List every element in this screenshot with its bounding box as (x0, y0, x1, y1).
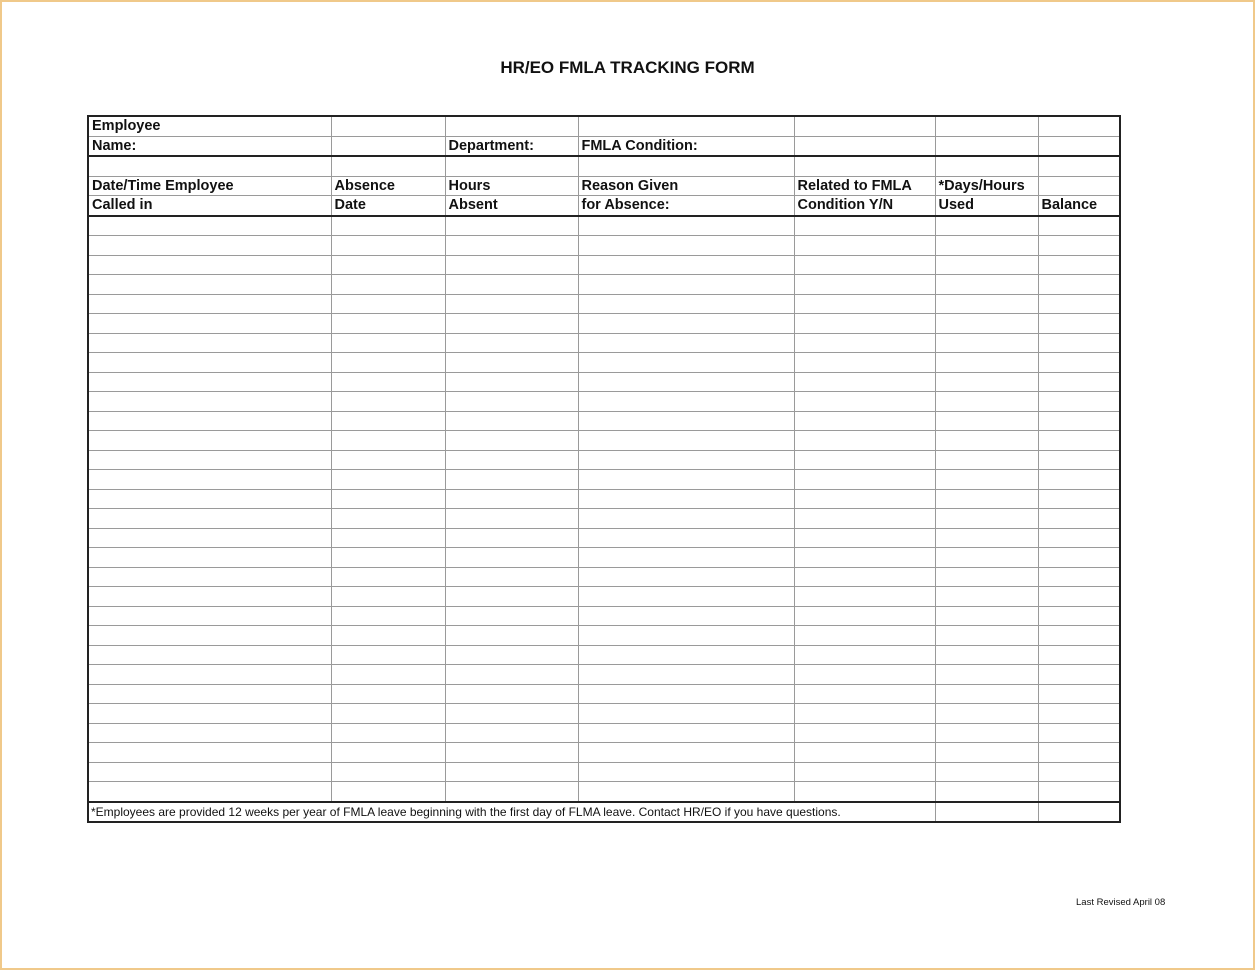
entry-cell[interactable] (1038, 626, 1120, 646)
entry-cell[interactable] (794, 450, 935, 470)
entry-cell[interactable] (331, 411, 445, 431)
blank-cell[interactable] (578, 116, 794, 136)
entry-cell[interactable] (578, 509, 794, 529)
entry-cell[interactable] (578, 450, 794, 470)
entry-cell[interactable] (1038, 489, 1120, 509)
entry-cell[interactable] (794, 294, 935, 314)
entry-cell[interactable] (935, 684, 1038, 704)
entry-cell[interactable] (935, 723, 1038, 743)
entry-cell[interactable] (445, 275, 578, 295)
entry-cell[interactable] (331, 392, 445, 412)
entry-cell[interactable] (331, 548, 445, 568)
entry-cell[interactable] (794, 684, 935, 704)
entry-cell[interactable] (88, 470, 331, 490)
table-row (88, 489, 1120, 509)
entry-cell[interactable] (935, 587, 1038, 607)
entry-cell[interactable] (331, 587, 445, 607)
entry-cell[interactable] (935, 567, 1038, 587)
entry-cell[interactable] (1038, 431, 1120, 451)
entry-cell[interactable] (1038, 743, 1120, 763)
entry-cell[interactable] (331, 782, 445, 802)
entry-cell[interactable] (88, 567, 331, 587)
last-revised-note: Last Revised April 08 (1076, 897, 1166, 908)
entry-cell[interactable] (935, 314, 1038, 334)
blank-cell[interactable] (794, 116, 935, 136)
table-row (88, 294, 1120, 314)
entry-cell[interactable] (794, 255, 935, 275)
entry-cell[interactable] (578, 723, 794, 743)
entry-cell[interactable] (445, 489, 578, 509)
col-header-days-hours-line2: Used (935, 196, 1038, 216)
blank-cell[interactable] (935, 116, 1038, 136)
entry-cell[interactable] (88, 372, 331, 392)
entry-cell[interactable] (445, 528, 578, 548)
entry-cell[interactable] (445, 353, 578, 373)
entry-cell[interactable] (935, 411, 1038, 431)
blank-cell (578, 156, 794, 176)
table-row (88, 509, 1120, 529)
entry-cell[interactable] (794, 392, 935, 412)
col-header-called-in-line1: Date/Time Employee (88, 176, 331, 196)
entry-cell[interactable] (578, 782, 794, 802)
blank-cell (445, 156, 578, 176)
entry-cell[interactable] (935, 431, 1038, 451)
entry-cell[interactable] (935, 782, 1038, 802)
table-row (88, 392, 1120, 412)
entry-cell[interactable] (331, 314, 445, 334)
entry-cell[interactable] (935, 392, 1038, 412)
entry-cell[interactable] (794, 470, 935, 490)
entry-cell[interactable] (935, 333, 1038, 353)
entry-cell[interactable] (445, 723, 578, 743)
entry-cell[interactable] (794, 275, 935, 295)
entry-cell[interactable] (331, 704, 445, 724)
entry-cell[interactable] (88, 762, 331, 782)
entry-cell[interactable] (88, 782, 331, 802)
entry-cell[interactable] (1038, 470, 1120, 490)
entry-cell[interactable] (794, 782, 935, 802)
entry-cell[interactable] (445, 411, 578, 431)
entry-cell[interactable] (794, 509, 935, 529)
entry-cell[interactable] (935, 353, 1038, 373)
entry-cell[interactable] (445, 470, 578, 490)
entry-cell[interactable] (578, 372, 794, 392)
entry-cell[interactable] (935, 509, 1038, 529)
entry-cell[interactable] (331, 645, 445, 665)
entry-cell[interactable] (88, 587, 331, 607)
entry-cell[interactable] (1038, 236, 1120, 256)
entry-cell[interactable] (935, 548, 1038, 568)
entry-cell[interactable] (445, 431, 578, 451)
entry-cell[interactable] (331, 723, 445, 743)
entry-cell[interactable] (88, 411, 331, 431)
table-row (88, 723, 1120, 743)
entry-cell[interactable] (794, 314, 935, 334)
fmla-condition-field[interactable] (794, 136, 935, 156)
entry-cell[interactable] (578, 314, 794, 334)
table-row (88, 333, 1120, 353)
entry-cell[interactable] (794, 216, 935, 236)
table-row (88, 645, 1120, 665)
entry-cell[interactable] (794, 353, 935, 373)
table-row (88, 470, 1120, 490)
blank-cell (1038, 156, 1120, 176)
col-header-related-fmla-line2: Condition Y/N (794, 196, 935, 216)
entry-cell[interactable] (794, 587, 935, 607)
fmla-condition-label: FMLA Condition: (578, 136, 794, 156)
entry-cell[interactable] (794, 528, 935, 548)
page-title: HR/EO FMLA TRACKING FORM (500, 58, 755, 77)
entry-cell[interactable] (578, 255, 794, 275)
entry-cell[interactable] (88, 392, 331, 412)
entry-cell[interactable] (88, 333, 331, 353)
entry-cell[interactable] (578, 548, 794, 568)
employee-name-label: Name: (88, 136, 331, 156)
entry-cell[interactable] (578, 411, 794, 431)
entry-cell[interactable] (445, 392, 578, 412)
col-header-reason-line2: for Absence: (578, 196, 794, 216)
entry-cell[interactable] (578, 704, 794, 724)
employee-name-field[interactable] (331, 136, 445, 156)
entry-cell[interactable] (578, 626, 794, 646)
entry-cell[interactable] (1038, 606, 1120, 626)
entry-cell[interactable] (578, 684, 794, 704)
table-row (88, 548, 1120, 568)
entry-cell[interactable] (445, 704, 578, 724)
entry-cell[interactable] (1038, 372, 1120, 392)
entry-cell[interactable] (935, 450, 1038, 470)
table-row (88, 567, 1120, 587)
entry-cell[interactable] (794, 372, 935, 392)
entry-cell[interactable] (794, 567, 935, 587)
blank-cell[interactable] (1038, 802, 1120, 823)
entry-cell[interactable] (1038, 645, 1120, 665)
entry-cell[interactable] (935, 372, 1038, 392)
entry-cell[interactable] (578, 392, 794, 412)
entry-cell[interactable] (1038, 528, 1120, 548)
entry-cell[interactable] (1038, 587, 1120, 607)
entry-cell[interactable] (88, 528, 331, 548)
table-row (88, 587, 1120, 607)
entry-cell[interactable] (1038, 567, 1120, 587)
col-header-days-hours-line1: *Days/Hours (935, 176, 1038, 196)
entry-cell[interactable] (88, 314, 331, 334)
entry-cell[interactable] (445, 314, 578, 334)
entry-cell[interactable] (794, 626, 935, 646)
entry-cell[interactable] (1038, 450, 1120, 470)
entry-cell[interactable] (88, 450, 331, 470)
table-row (88, 762, 1120, 782)
entry-cell[interactable] (88, 723, 331, 743)
entry-cell[interactable] (445, 216, 578, 236)
blank-cell[interactable] (331, 116, 445, 136)
entry-cell[interactable] (88, 509, 331, 529)
entry-cell[interactable] (794, 704, 935, 724)
table-row (88, 411, 1120, 431)
entry-cell[interactable] (794, 723, 935, 743)
table-row (88, 275, 1120, 295)
entry-cell[interactable] (445, 255, 578, 275)
entry-cell[interactable] (1038, 392, 1120, 412)
entry-cell[interactable] (445, 567, 578, 587)
entry-cell[interactable] (331, 684, 445, 704)
entry-cell[interactable] (445, 606, 578, 626)
entry-cell[interactable] (88, 431, 331, 451)
table-row (88, 236, 1120, 256)
blank-cell[interactable] (935, 802, 1038, 823)
entry-cell[interactable] (88, 665, 331, 685)
col-header-hours-absent-line2: Absent (445, 196, 578, 216)
entry-cell[interactable] (445, 743, 578, 763)
table-row (88, 353, 1120, 373)
entry-cell[interactable] (578, 236, 794, 256)
entry-cell[interactable] (445, 450, 578, 470)
entry-cell[interactable] (331, 489, 445, 509)
col-header-related-fmla-line1: Related to FMLA (794, 176, 935, 196)
entry-cell[interactable] (1038, 275, 1120, 295)
entry-cell[interactable] (331, 606, 445, 626)
entry-cell[interactable] (331, 665, 445, 685)
col-header-balance-line2: Balance (1038, 196, 1120, 216)
entry-cell[interactable] (794, 762, 935, 782)
entry-cell[interactable] (578, 470, 794, 490)
entry-cell[interactable] (331, 275, 445, 295)
entry-cell[interactable] (578, 743, 794, 763)
entry-cell[interactable] (794, 333, 935, 353)
entry-cell[interactable] (88, 236, 331, 256)
entry-cell[interactable] (578, 294, 794, 314)
col-header-hours-absent-line1: Hours (445, 176, 578, 196)
entry-cell[interactable] (935, 236, 1038, 256)
entry-cell[interactable] (88, 255, 331, 275)
entry-cell[interactable] (88, 489, 331, 509)
entry-cell[interactable] (935, 294, 1038, 314)
table-row (88, 606, 1120, 626)
entry-cell[interactable] (578, 528, 794, 548)
entry-cell[interactable] (1038, 665, 1120, 685)
entry-cell[interactable] (935, 216, 1038, 236)
entry-cell[interactable] (331, 216, 445, 236)
entry-cell[interactable] (794, 606, 935, 626)
table-row (88, 314, 1120, 334)
entry-cell[interactable] (331, 372, 445, 392)
entry-cell[interactable] (1038, 548, 1120, 568)
col-header-absence-date-line2: Date (331, 196, 445, 216)
entry-cell[interactable] (331, 255, 445, 275)
entry-cell[interactable] (1038, 411, 1120, 431)
entry-cell[interactable] (794, 743, 935, 763)
entry-cell[interactable] (445, 294, 578, 314)
table-row (88, 704, 1120, 724)
entry-cell[interactable] (1038, 314, 1120, 334)
entry-cell[interactable] (578, 665, 794, 685)
entry-cell[interactable] (445, 684, 578, 704)
blank-cell[interactable] (1038, 116, 1120, 136)
entry-cell[interactable] (445, 665, 578, 685)
table-row (88, 665, 1120, 685)
footnote: *Employees are provided 12 weeks per year of FMLA leave beginning with the first day of FLMA leave. Contact HR/EO if you have questions. (88, 802, 935, 823)
entry-cell[interactable] (88, 606, 331, 626)
entry-cell[interactable] (88, 626, 331, 646)
entry-cell[interactable] (88, 294, 331, 314)
entry-cell[interactable] (794, 411, 935, 431)
entry-cell[interactable] (331, 236, 445, 256)
entry-cell[interactable] (794, 236, 935, 256)
entry-cell[interactable] (578, 645, 794, 665)
entry-cell[interactable] (331, 450, 445, 470)
entry-cell[interactable] (578, 606, 794, 626)
entry-cell[interactable] (331, 333, 445, 353)
table-row (88, 431, 1120, 451)
entry-cell[interactable] (935, 489, 1038, 509)
blank-cell (935, 156, 1038, 176)
entry-cell[interactable] (935, 645, 1038, 665)
blank-cell (794, 156, 935, 176)
entry-cell[interactable] (331, 743, 445, 763)
col-header-reason-line1: Reason Given (578, 176, 794, 196)
blank-cell[interactable] (935, 136, 1038, 156)
entry-cell[interactable] (935, 606, 1038, 626)
entry-cell[interactable] (935, 762, 1038, 782)
entry-cell[interactable] (331, 431, 445, 451)
col-header-called-in-line2: Called in (88, 196, 331, 216)
table-row (88, 528, 1120, 548)
col-header-absence-date-line1: Absence (331, 176, 445, 196)
entry-cell[interactable] (1038, 704, 1120, 724)
entry-cell[interactable] (331, 509, 445, 529)
entry-cell[interactable] (88, 275, 331, 295)
entry-cell[interactable] (935, 665, 1038, 685)
employee-label: Employee (88, 116, 331, 136)
entry-cell[interactable] (445, 762, 578, 782)
entry-cell[interactable] (1038, 509, 1120, 529)
entry-cell[interactable] (578, 216, 794, 236)
entry-cell[interactable] (1038, 333, 1120, 353)
entry-cell[interactable] (1038, 762, 1120, 782)
entry-cell[interactable] (88, 743, 331, 763)
entry-cell[interactable] (445, 333, 578, 353)
col-header-balance-line1 (1038, 176, 1120, 196)
entry-cell[interactable] (331, 353, 445, 373)
entry-cell[interactable] (88, 704, 331, 724)
entry-cell[interactable] (331, 528, 445, 548)
entry-cell[interactable] (935, 743, 1038, 763)
entry-cell[interactable] (331, 626, 445, 646)
entry-cell[interactable] (1038, 255, 1120, 275)
entry-cell[interactable] (445, 372, 578, 392)
entry-cell[interactable] (1038, 684, 1120, 704)
blank-cell[interactable] (1038, 136, 1120, 156)
entry-cell[interactable] (578, 489, 794, 509)
entry-cell[interactable] (331, 762, 445, 782)
entry-cell[interactable] (445, 645, 578, 665)
blank-cell[interactable] (445, 116, 578, 136)
entry-cell[interactable] (578, 567, 794, 587)
fmla-tracking-table (87, 115, 1121, 823)
department-label: Department: (445, 136, 578, 156)
entry-cell[interactable] (935, 704, 1038, 724)
table-row (88, 626, 1120, 646)
table-row (88, 255, 1120, 275)
entry-cell[interactable] (445, 782, 578, 802)
entry-cell[interactable] (578, 353, 794, 373)
entry-cell[interactable] (445, 587, 578, 607)
entry-cell[interactable] (88, 353, 331, 373)
table-row (88, 684, 1120, 704)
entry-cell[interactable] (935, 528, 1038, 548)
entry-cell[interactable] (331, 294, 445, 314)
entry-cell[interactable] (88, 548, 331, 568)
entry-cell[interactable] (445, 236, 578, 256)
table-row (88, 743, 1120, 763)
table-row (88, 450, 1120, 470)
entry-cell[interactable] (578, 762, 794, 782)
entry-cell[interactable] (794, 548, 935, 568)
entry-cell[interactable] (88, 216, 331, 236)
entry-cell[interactable] (578, 587, 794, 607)
entry-cell[interactable] (578, 431, 794, 451)
table-row (88, 372, 1120, 392)
entry-cell[interactable] (1038, 353, 1120, 373)
table-row (88, 782, 1120, 802)
entry-cell[interactable] (331, 470, 445, 490)
entry-cell[interactable] (578, 333, 794, 353)
entry-cell[interactable] (794, 665, 935, 685)
entry-cell[interactable] (445, 626, 578, 646)
entry-cell[interactable] (935, 626, 1038, 646)
entry-cell[interactable] (935, 275, 1038, 295)
entry-cell[interactable] (794, 489, 935, 509)
entry-cell[interactable] (935, 470, 1038, 490)
entry-cell[interactable] (1038, 723, 1120, 743)
table-row (88, 216, 1120, 236)
entry-cell[interactable] (935, 255, 1038, 275)
entry-cell[interactable] (445, 548, 578, 568)
entry-cell[interactable] (331, 567, 445, 587)
entry-cell[interactable] (1038, 782, 1120, 802)
entry-cell[interactable] (88, 645, 331, 665)
entry-cell[interactable] (578, 275, 794, 295)
entry-cell[interactable] (1038, 216, 1120, 236)
entry-cell[interactable] (794, 431, 935, 451)
entry-cell[interactable] (88, 684, 331, 704)
entry-cell[interactable] (1038, 294, 1120, 314)
entry-cell[interactable] (794, 645, 935, 665)
blank-cell (88, 156, 331, 176)
blank-cell (331, 156, 445, 176)
entry-cell[interactable] (445, 509, 578, 529)
